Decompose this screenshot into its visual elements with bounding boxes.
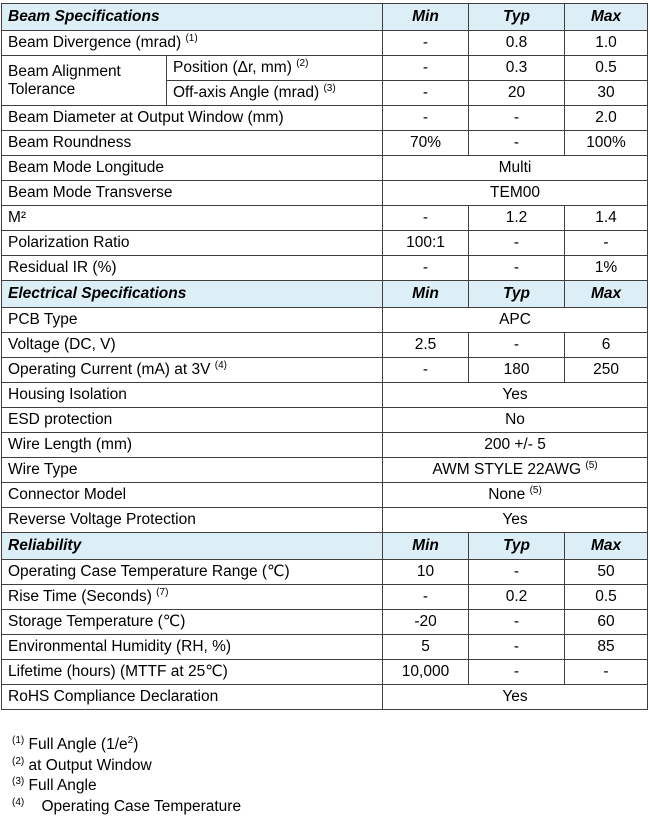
section-header-reliability [2, 533, 648, 560]
footnotes [12, 735, 241, 817]
column-header-max: Max [565, 4, 648, 31]
row-label: Operating Current (mA) at 3V $^{(4)}$ [2, 358, 383, 383]
typ-value: - [469, 610, 565, 635]
row-label: Off-axis Angle (mrad) $^{(3)}$ [167, 81, 383, 106]
footnote: $^{(1)}$ Full Angle $(1/e^2)$ [12, 735, 241, 756]
merged-value: Yes [383, 508, 648, 533]
row-label: Connector Model [2, 483, 383, 508]
table-row [2, 181, 648, 206]
table-row [2, 308, 648, 333]
footnote-ref: (5) [530, 485, 542, 496]
max-value: 1.0 [565, 31, 648, 56]
row-label: RoHS Compliance Declaration [2, 685, 383, 710]
typ-value: 0.8 [469, 31, 565, 56]
column-header-typ: Typ [469, 4, 565, 31]
row-label: Polarization Ratio [2, 231, 383, 256]
max-value: 6 [565, 333, 648, 358]
table-row [2, 433, 648, 458]
merged-value: TEM00 [383, 181, 648, 206]
column-header-typ: Typ [469, 533, 565, 560]
column-header-min: Min [383, 4, 469, 31]
column-header-min: Min [383, 281, 469, 308]
typ-value: 180 [469, 358, 565, 383]
footnote-ref: (2) [296, 58, 308, 69]
max-value: 250 [565, 358, 648, 383]
section-title: Electrical Specifications [2, 281, 383, 308]
max-value: 1% [565, 256, 648, 281]
max-value: - [565, 660, 648, 685]
min-value: 5 [383, 635, 469, 660]
typ-value: 0.3 [469, 56, 565, 81]
row-label: Operating Case Temperature Range (℃) [2, 560, 383, 585]
footnote-mark: (1) [12, 735, 24, 746]
row-label: Wire Type [2, 458, 383, 483]
max-value: 0.5 [565, 585, 648, 610]
table-row [2, 156, 648, 181]
row-label: Position (Δr, mm) $^{(2)}$ [167, 56, 383, 81]
column-header-max: Max [565, 533, 648, 560]
row-label: M² [2, 206, 383, 231]
row-label: PCB Type [2, 308, 383, 333]
row-label: Rise Time (Seconds) $^{(7)}$ [2, 585, 383, 610]
table-row [2, 458, 648, 483]
row-label: Reverse Voltage Protection [2, 508, 383, 533]
min-value: - [383, 56, 469, 81]
typ-value: 1.2 [469, 206, 565, 231]
table-row [2, 660, 648, 685]
min-value: 10,000 [383, 660, 469, 685]
footnote-ref: (3) [323, 83, 335, 94]
row-label: Wire Length (mm) [2, 433, 383, 458]
row-label: Beam Divergence (mrad) $^{(1)}$ [2, 31, 383, 56]
merged-value: Yes [383, 685, 648, 710]
merged-value: No [383, 408, 648, 433]
table-row [2, 483, 648, 508]
merged-value: AWM STYLE 22AWG $^{(5)}$ [383, 458, 648, 483]
typ-value: - [469, 256, 565, 281]
table-row [2, 383, 648, 408]
footnote: $^{(4)}$ Operating Case Temperature [12, 797, 241, 817]
max-value: 100% [565, 131, 648, 156]
spec-table [1, 3, 648, 710]
merged-value: None $^{(5)}$ [383, 483, 648, 508]
table-row [2, 231, 648, 256]
max-value: 0.5 [565, 56, 648, 81]
section-title: Beam Specifications [2, 4, 383, 31]
table-row [2, 560, 648, 585]
row-label: Environmental Humidity (RH, %) [2, 635, 383, 660]
typ-value: 20 [469, 81, 565, 106]
min-value: - [383, 31, 469, 56]
footnote-mark: (2) [12, 755, 24, 766]
min-value: - [383, 256, 469, 281]
merged-value: Yes [383, 383, 648, 408]
typ-value: - [469, 635, 565, 660]
row-label: Housing Isolation [2, 383, 383, 408]
max-value: 1.4 [565, 206, 648, 231]
table-row [2, 206, 648, 231]
footnote: $^{(3)}$ Full Angle [12, 776, 241, 797]
max-value: 2.0 [565, 106, 648, 131]
row-label: Lifetime (hours) (MTTF at 25℃) [2, 660, 383, 685]
row-label: Storage Temperature (℃) [2, 610, 383, 635]
footnote-mark: (4) [12, 796, 24, 807]
section-header-electrical [2, 281, 648, 308]
table-row [2, 106, 648, 131]
merged-value: APC [383, 308, 648, 333]
section-header-beam [2, 4, 648, 31]
footnote-ref: (5) [585, 460, 597, 471]
typ-value: - [469, 131, 565, 156]
footnote-mark: (3) [12, 776, 24, 787]
typ-value: - [469, 560, 565, 585]
table-row [2, 31, 648, 56]
max-value: - [565, 231, 648, 256]
max-value: 30 [565, 81, 648, 106]
row-label: Residual IR (%) [2, 256, 383, 281]
typ-value: - [469, 660, 565, 685]
table-row [2, 56, 648, 81]
row-label: Beam Mode Longitude [2, 156, 383, 181]
max-value: 85 [565, 635, 648, 660]
table-row [2, 358, 648, 383]
footnote: $^{(2)}$ at Output Window [12, 756, 241, 777]
footnote-ref: (4) [215, 360, 227, 371]
typ-value: - [469, 231, 565, 256]
table-row [2, 131, 648, 156]
typ-value: - [469, 333, 565, 358]
table-row [2, 408, 648, 433]
row-label: Beam Diameter at Output Window (mm) [2, 106, 383, 131]
column-header-max: Max [565, 281, 648, 308]
table-row [2, 508, 648, 533]
footnote-ref: (1) [185, 33, 197, 44]
max-value: 50 [565, 560, 648, 585]
typ-value: 0.2 [469, 585, 565, 610]
row-label: ESD protection [2, 408, 383, 433]
min-value: -20 [383, 610, 469, 635]
min-value: 70% [383, 131, 469, 156]
table-row [2, 585, 648, 610]
row-label: Beam Roundness [2, 131, 383, 156]
row-group-label: Beam Alignment Tolerance [2, 56, 167, 106]
merged-value: 200 +/- 5 [383, 433, 648, 458]
column-header-typ: Typ [469, 281, 565, 308]
row-label: Voltage (DC, V) [2, 333, 383, 358]
table-row [2, 635, 648, 660]
merged-value: Multi [383, 156, 648, 181]
min-value: - [383, 585, 469, 610]
superscript: 2 [128, 735, 134, 746]
footnote-ref: (7) [156, 587, 168, 598]
min-value: 10 [383, 560, 469, 585]
min-value: - [383, 206, 469, 231]
column-header-min: Min [383, 533, 469, 560]
min-value: - [383, 81, 469, 106]
min-value: 100:1 [383, 231, 469, 256]
min-value: - [383, 358, 469, 383]
table-row [2, 333, 648, 358]
row-label: Beam Mode Transverse [2, 181, 383, 206]
max-value: 60 [565, 610, 648, 635]
table-row [2, 256, 648, 281]
table-row [2, 610, 648, 635]
table-row [2, 685, 648, 710]
min-value: 2.5 [383, 333, 469, 358]
typ-value: - [469, 106, 565, 131]
section-title: Reliability [2, 533, 383, 560]
min-value: - [383, 106, 469, 131]
